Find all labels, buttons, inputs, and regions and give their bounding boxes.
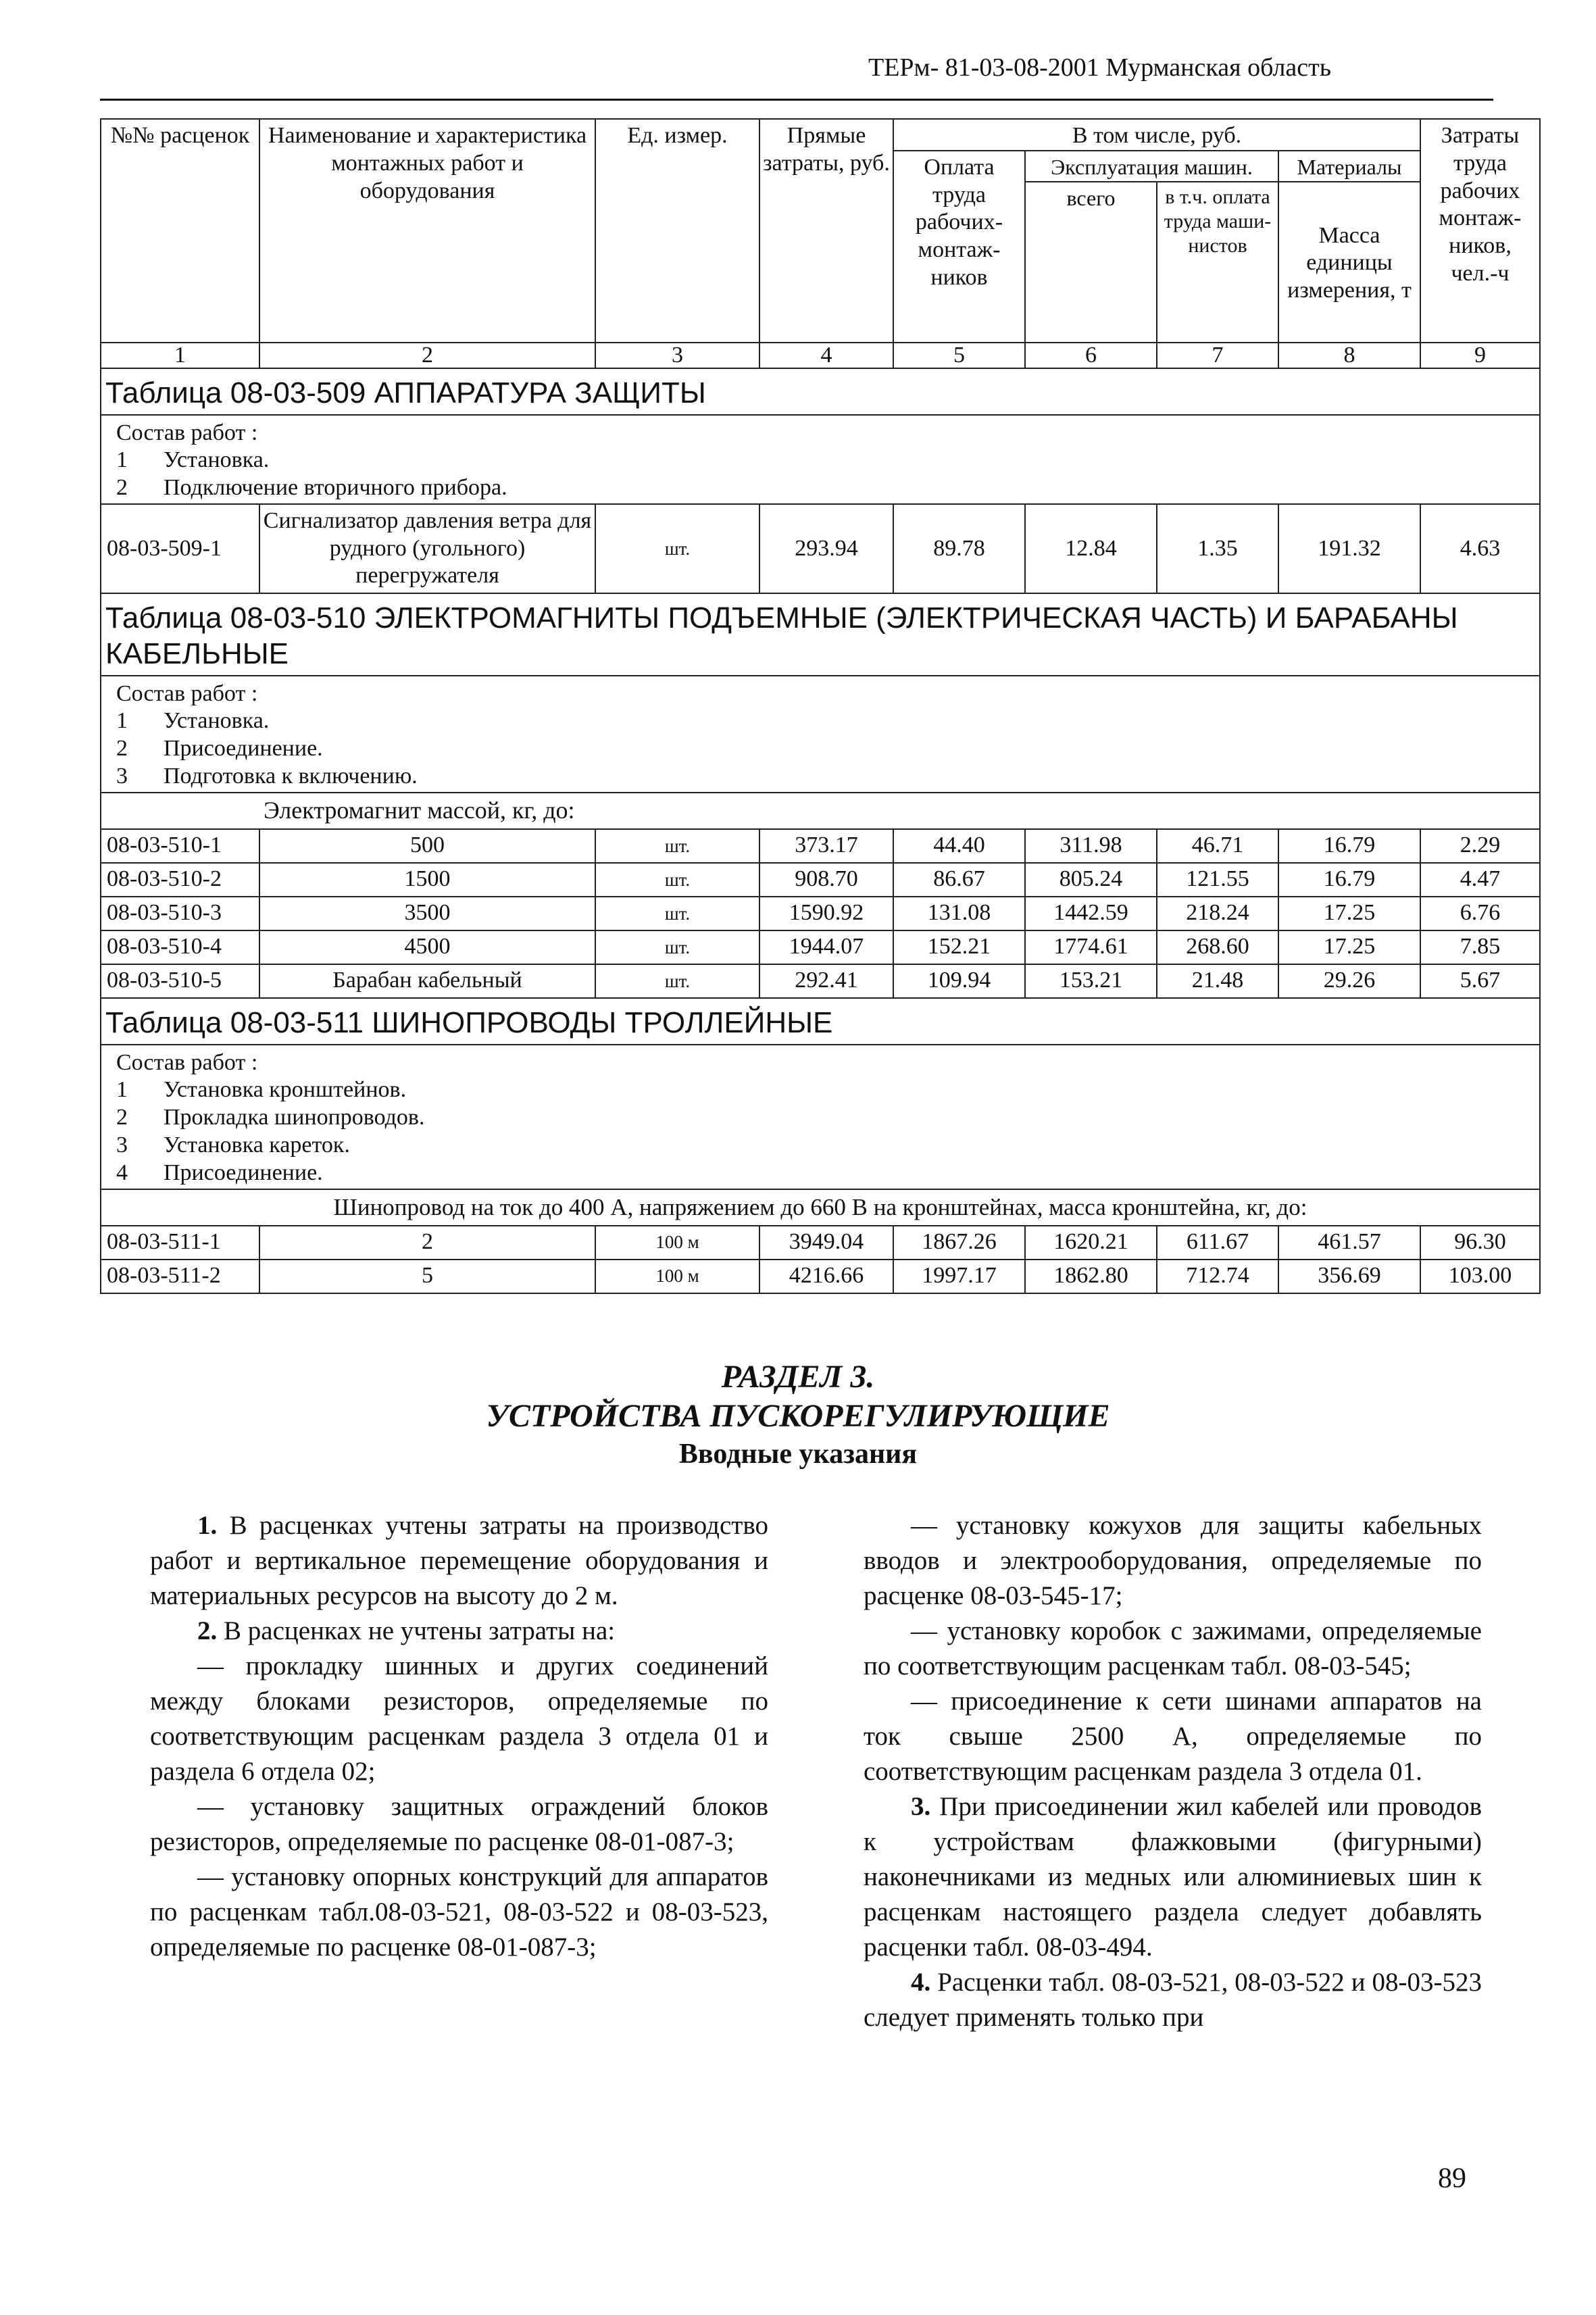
work-label: Состав работ :: [116, 420, 258, 445]
work-item: 3 Установка кареток.: [116, 1132, 350, 1158]
rate-mass: 16.79: [1278, 829, 1420, 863]
table-row: [101, 504, 1540, 593]
rate-direct: 292.41: [759, 964, 893, 998]
rate-code: 08-03-511-1: [101, 1226, 259, 1260]
table-510-subheading: Электромагнит массой, кг, до:: [101, 793, 1540, 829]
rate-machines: 12.84: [1025, 504, 1157, 593]
table-row: [101, 897, 1540, 930]
rate-hours: 5.67: [1420, 964, 1540, 998]
rate-name: 500: [259, 829, 595, 863]
page-number: 89: [1438, 2163, 1466, 2194]
col-machines-labor-header: в т.ч. оплата труда маши-нистов: [1157, 182, 1278, 343]
table-511-work-list: [101, 1045, 1540, 1189]
rate-direct: 1944.07: [759, 930, 893, 964]
rate-unit: шт.: [595, 863, 759, 897]
rate-hours: 7.85: [1420, 930, 1540, 964]
rate-code: 08-03-510-4: [101, 930, 259, 964]
rate-unit: шт.: [595, 897, 759, 930]
rate-mass: 17.25: [1278, 930, 1420, 964]
rate-hours: 6.76: [1420, 897, 1540, 930]
col-number: 2: [259, 343, 595, 368]
paragraph: — установку коробок с зажимами, определяемые по соответствующим расценкам табл. 08-03-545;: [864, 1616, 1482, 1681]
rate-code: 08-03-510-5: [101, 964, 259, 998]
rate-name: 2: [259, 1226, 595, 1260]
rate-hours: 4.63: [1420, 504, 1540, 593]
rate-machines-labor: 121.55: [1157, 863, 1278, 897]
work-label: Состав работ :: [116, 680, 258, 706]
rate-name: Барабан кабельный: [259, 964, 595, 998]
col-labor-header: Оплата труда рабочих-монтаж-ников: [893, 151, 1025, 343]
rate-unit: шт.: [595, 930, 759, 964]
rate-direct: 1590.92: [759, 897, 893, 930]
col-code-header: №№ расценок: [101, 119, 259, 343]
table-row: [101, 863, 1540, 897]
rate-machines: 1862.80: [1025, 1260, 1157, 1293]
rate-unit: 100 м: [595, 1260, 759, 1293]
rate-machines-labor: 712.74: [1157, 1260, 1278, 1293]
col-number: 9: [1420, 343, 1540, 368]
work-item: 1 Установка.: [116, 708, 270, 734]
work-item: 3 Подготовка к включению.: [116, 763, 418, 789]
work-item: 1 Установка кронштейнов.: [116, 1077, 407, 1103]
col-machines-header: Эксплуатация машин.: [1025, 151, 1278, 182]
rate-mass: 17.25: [1278, 897, 1420, 930]
rate-mass: 191.32: [1278, 504, 1420, 593]
rate-labor: 86.67: [893, 863, 1025, 897]
rate-labor: 109.94: [893, 964, 1025, 998]
rate-labor: 89.78: [893, 504, 1025, 593]
table-row: [101, 964, 1540, 998]
work-item: 2 Присоединение.: [116, 736, 323, 762]
table-509-title: Таблица 08-03-509 АППАРАТУРА ЗАЩИТЫ: [101, 368, 1540, 415]
work-item: 4 Присоединение.: [116, 1160, 323, 1185]
rate-machines: 1620.21: [1025, 1226, 1157, 1260]
table-510-work-list: [101, 676, 1540, 793]
rate-machines: 311.98: [1025, 829, 1157, 863]
col-number: 3: [595, 343, 759, 368]
rate-code: 08-03-510-1: [101, 829, 259, 863]
table-row: [101, 930, 1540, 964]
rate-machines: 1774.61: [1025, 930, 1157, 964]
page-header: ТЕРм- 81-03-08-2001 Мурманская область: [868, 53, 1332, 82]
table-511-title: Таблица 08-03-511 ШИНОПРОВОДЫ ТРОЛЛЕЙНЫЕ: [101, 998, 1540, 1045]
rate-hours: 2.29: [1420, 829, 1540, 863]
rate-machines-labor: 218.24: [1157, 897, 1278, 930]
table-row: [101, 1226, 1540, 1260]
rate-hours: 103.00: [1420, 1260, 1540, 1293]
rate-direct: 293.94: [759, 504, 893, 593]
rate-machines: 805.24: [1025, 863, 1157, 897]
rate-name: 1500: [259, 863, 595, 897]
rates-table: [100, 118, 1541, 1294]
col-mass-header: Масса единицы измерения, т: [1278, 182, 1420, 343]
col-number: 6: [1025, 343, 1157, 368]
paragraph: — установку защитных ограждений блоков резисторов, определяемые по расценке 08-01-087-3;: [150, 1792, 768, 1856]
table-509-work-list: [101, 415, 1540, 504]
col-including-header: В том числе, руб.: [893, 119, 1420, 151]
col-number: 4: [759, 343, 893, 368]
col-machines-total-header: всего: [1025, 182, 1157, 343]
rate-machines-labor: 611.67: [1157, 1226, 1278, 1260]
col-materials-header: Материалы: [1278, 151, 1420, 182]
col-unit-header: Ед. измер.: [595, 119, 759, 343]
table-511-subheading: Шинопровод на ток до 400 А, напряжением до 660 В на кронштейнах, масса кронштейна, кг, до:: [101, 1189, 1540, 1226]
rate-unit: шт.: [595, 964, 759, 998]
rate-labor: 1997.17: [893, 1260, 1025, 1293]
paragraph: — присоединение к сети шинами аппаратов на ток свыше 2500 А, определяемые по соответствующим расценкам раздела 3 отдела 01.: [864, 1687, 1482, 1786]
section-number: РАЗДЕЛ 3.: [721, 1359, 875, 1395]
paragraph: 1. В расценках учтены затраты на производство работ и вертикальное перемещение оборудования и материальных ресурсов на высоту до 2 м.: [150, 1511, 768, 1610]
rate-unit: 100 м: [595, 1226, 759, 1260]
rate-direct: 4216.66: [759, 1260, 893, 1293]
header-rule: [100, 99, 1493, 101]
work-item: 1 Установка.: [116, 447, 270, 473]
table-row: [101, 1260, 1540, 1293]
paragraph: — прокладку шинных и других соединений между блоками резисторов, определяемые по соответствующим расценкам раздела 3 отдела 01 и раздела 6 отдела 02;: [150, 1651, 768, 1786]
paragraph: 3. При присоединении жил кабелей или проводов к устройствам флажковыми (фигурными) наконечниками из медных или алюминиевых шин к расценкам настоящего раздела следует добавлять расценки табл. 08-03-494.: [864, 1792, 1482, 1962]
work-label: Состав работ :: [116, 1049, 258, 1075]
rate-mass: 461.57: [1278, 1226, 1420, 1260]
section-title: УСТРОЙСТВА ПУСКОРЕГУЛИРУЮЩИЕ: [486, 1398, 1110, 1434]
rate-mass: 29.26: [1278, 964, 1420, 998]
col-name-header: Наименование и характеристика монтажных работ и оборудования: [259, 119, 595, 343]
paragraph: — установку кожухов для защиты кабельных вводов и электрооборудования, определяемые по расценке 08-03-545-17;: [864, 1511, 1482, 1610]
rate-name: 3500: [259, 897, 595, 930]
col-number: 5: [893, 343, 1025, 368]
rate-direct: 3949.04: [759, 1226, 893, 1260]
rate-machines-labor: 268.60: [1157, 930, 1278, 964]
work-item: 2 Подключение вторичного прибора.: [116, 475, 507, 501]
work-item: 2 Прокладка шинопроводов.: [116, 1105, 425, 1130]
rate-code: 08-03-509-1: [101, 504, 259, 593]
rate-name: 4500: [259, 930, 595, 964]
col-direct-header: Прямые затраты, руб.: [759, 119, 893, 343]
rate-unit: шт.: [595, 504, 759, 593]
rate-name: 5: [259, 1260, 595, 1293]
rate-machines-labor: 1.35: [1157, 504, 1278, 593]
rate-machines-labor: 21.48: [1157, 964, 1278, 998]
paragraph: 4. Расценки табл. 08-03-521, 08-03-522 и 08-03-523 следует применять только при: [864, 1968, 1482, 2032]
col-number: 8: [1278, 343, 1420, 368]
rate-hours: 4.47: [1420, 863, 1540, 897]
text-column-right: [864, 1508, 1482, 2035]
rate-code: 08-03-510-2: [101, 863, 259, 897]
rate-machines: 153.21: [1025, 964, 1157, 998]
text-column-left: [150, 1508, 768, 1965]
col-hours-header: Затраты труда рабочих монтаж-ников, чел.-ч: [1420, 119, 1540, 343]
paragraph: 2. В расценках не учтены затраты на:: [197, 1616, 616, 1645]
section-subtitle: Вводные указания: [678, 1439, 918, 1470]
table-row: [101, 829, 1540, 863]
rate-mass: 16.79: [1278, 863, 1420, 897]
rate-hours: 96.30: [1420, 1226, 1540, 1260]
rate-labor: 44.40: [893, 829, 1025, 863]
rate-mass: 356.69: [1278, 1260, 1420, 1293]
rate-labor: 1867.26: [893, 1226, 1025, 1260]
rate-code: 08-03-510-3: [101, 897, 259, 930]
table-510-title: Таблица 08-03-510 ЭЛЕКТРОМАГНИТЫ ПОДЪЕМНЫЕ (ЭЛЕКТРИЧЕСКАЯ ЧАСТЬ) И БАРАБАНЫ КАБЕЛЬНЫЕ: [101, 593, 1540, 676]
rate-code: 08-03-511-2: [101, 1260, 259, 1293]
rate-labor: 131.08: [893, 897, 1025, 930]
rate-labor: 152.21: [893, 930, 1025, 964]
paragraph: — установку опорных конструкций для аппаратов по расценкам табл.08-03-521, 08-03-522 и 08-03-523, определяемые по расценке 08-01-087-3;: [150, 1862, 768, 1962]
rate-unit: шт.: [595, 829, 759, 863]
col-number: 7: [1157, 343, 1278, 368]
rate-direct: 908.70: [759, 863, 893, 897]
rate-direct: 373.17: [759, 829, 893, 863]
col-number: 1: [101, 343, 259, 368]
rate-name: Сигнализатор давления ветра для рудного (угольного) перегружателя: [259, 504, 595, 593]
rate-machines: 1442.59: [1025, 897, 1157, 930]
rate-machines-labor: 46.71: [1157, 829, 1278, 863]
